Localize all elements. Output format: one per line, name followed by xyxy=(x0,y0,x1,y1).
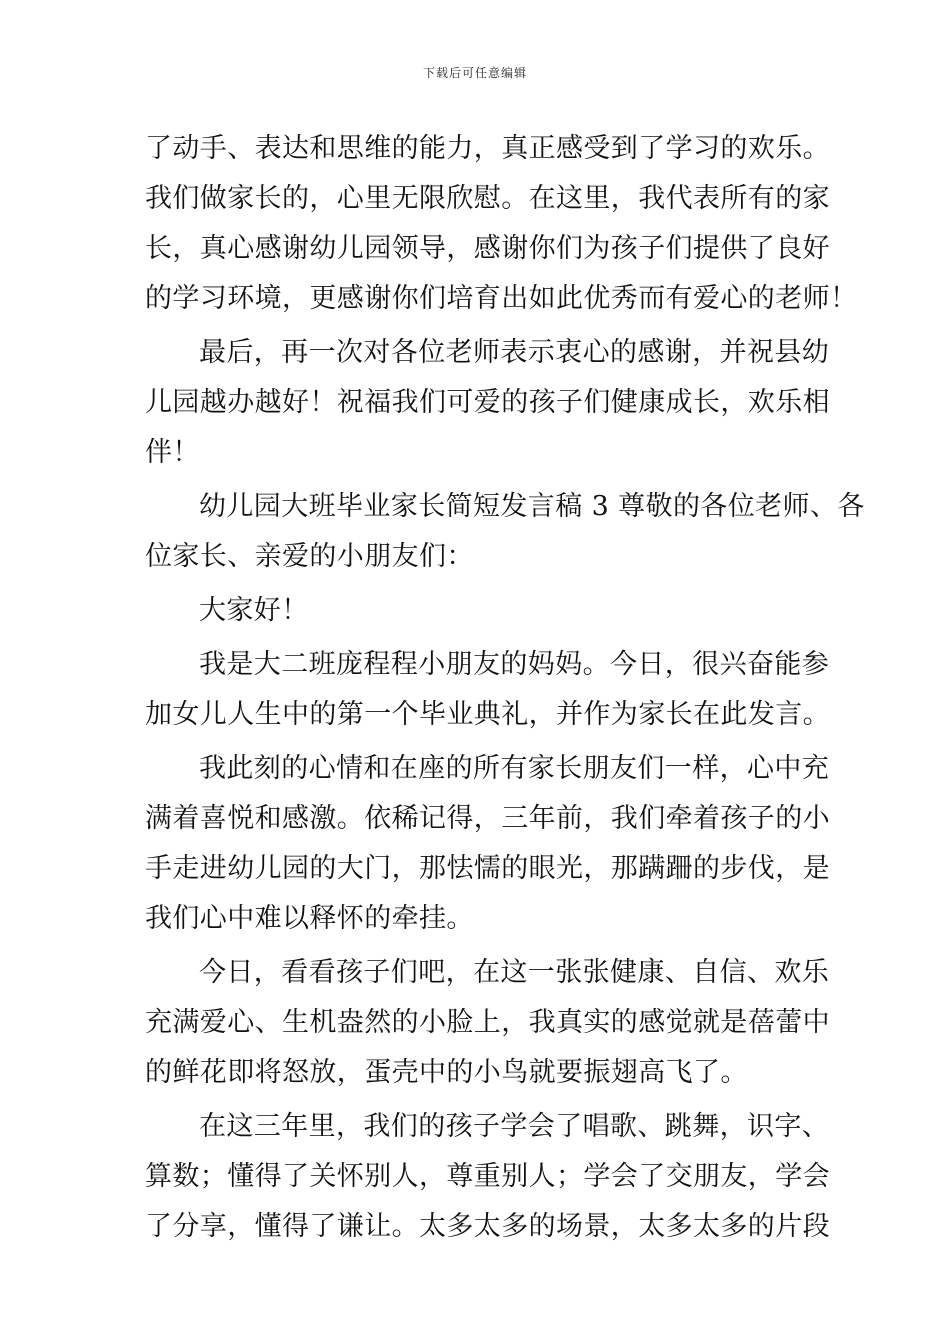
text-line: 我们做家长的，心里无限欣慰。在这里，我代表所有的家 xyxy=(145,183,830,214)
paragraph-start-line: 最后，再一次对各位老师表示衷心的感谢，并祝县幼 xyxy=(199,337,830,368)
page-header-note: 下载后可任意编辑 xyxy=(422,66,527,80)
text-line: 加女儿人生中的第一个毕业典礼，并作为家长在此发言。 xyxy=(145,699,830,730)
paragraph-start-line: 今日，看看孩子们吧，在这一张张健康、自信、欢乐 xyxy=(199,957,830,988)
text-line: 伴！ xyxy=(145,437,200,468)
text-line: 我们心中难以释怀的牵挂。 xyxy=(145,903,474,934)
text-line: 的学习环境，更感谢你们培育出如此优秀而有爱心的老师！ xyxy=(145,283,858,314)
text-line: 充满爱心、生机盎然的小脸上，我真实的感觉就是蓓蕾中 xyxy=(145,1007,830,1038)
paragraph-start-line: 幼儿园大班毕业家长简短发言稿 3 尊敬的各位老师、各 xyxy=(199,491,865,522)
text-line: 了动手、表达和思维的能力，真正感受到了学习的欢乐。 xyxy=(145,133,830,164)
paragraph-start-line: 我是大二班庞程程小朋友的妈妈。今日，很兴奋能参 xyxy=(199,649,830,680)
greeting-line: 大家好！ xyxy=(199,595,309,626)
text-line: 满着喜悦和感激。依稀记得，三年前，我们牵着孩子的小 xyxy=(145,803,830,834)
text-line: 长，真心感谢幼儿园领导，感谢你们为孩子们提供了良好 xyxy=(145,233,830,264)
document-body xyxy=(145,124,865,1252)
text-line: 位家长、亲爱的小朋友们： xyxy=(145,541,474,572)
text-line: 的鲜花即将怒放，蛋壳中的小鸟就要振翅高飞了。 xyxy=(145,1057,748,1088)
paragraph-start-line: 我此刻的心情和在座的所有家长朋友们一样，心中充 xyxy=(199,753,830,784)
text-line: 儿园越办越好！祝福我们可爱的孩子们健康成长，欢乐相 xyxy=(145,387,830,418)
text-line: 手走进幼儿园的大门，那怯懦的眼光，那蹒跚的步伐，是 xyxy=(145,853,830,884)
text-line: 了分享，懂得了谦让。太多太多的场景，太多太多的片段 xyxy=(145,1211,830,1242)
paragraph-start-line: 在这三年里，我们的孩子学会了唱歌、跳舞，识字、 xyxy=(199,1111,830,1142)
text-line: 算数；懂得了关怀别人，尊重别人；学会了交朋友，学会 xyxy=(145,1161,830,1192)
